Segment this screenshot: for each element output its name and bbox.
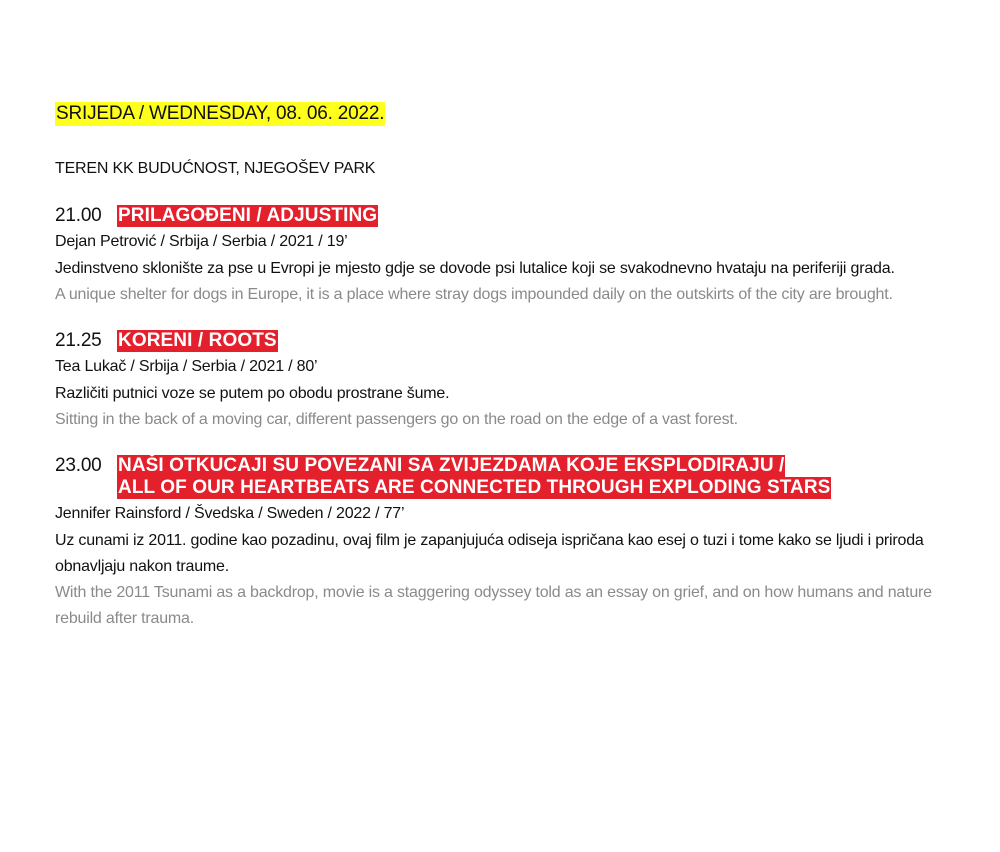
screening-title: [117, 455, 831, 499]
screening-title-line: PRILAGOĐENI / ADJUSTING: [118, 205, 378, 226]
day-heading: SRIJEDA / WEDNESDAY, 08. 06. 2022.: [56, 103, 385, 124]
screening-time: 21.00: [55, 205, 102, 226]
screening-title-line: ALL OF OUR HEARTBEATS ARE CONNECTED THROUGH EXPLODING STARS: [118, 477, 831, 498]
screening-item: [55, 205, 955, 308]
screening-credits: Dejan Petrović / Srbija / Serbia / 2021 / 19’: [55, 233, 348, 250]
screening-description-english: With the 2011 Tsunami as a backdrop, movie is a staggering odyssey told as an essay on grief, and on how humans and nature rebuild after trauma.: [55, 584, 932, 627]
program-page: [55, 100, 955, 632]
screening-description-local: Uz cunami iz 2011. godine kao pozadinu, ovaj film je zapanjujuća odiseja ispričana kao esej o tuzi i tome kako se ljudi i priroda obnavljaju nakon traume.: [55, 532, 924, 575]
screening-description-local: Različiti putnici voze se putem po obodu prostrane šume.: [55, 385, 450, 402]
screening-credits: Jennifer Rainsford / Švedska / Sweden / 2022 / 77’: [55, 505, 405, 522]
screening-item: [55, 455, 955, 632]
screening-title-line: NAŠI OTKUCAJI SU POVEZANI SA ZVIJEZDAMA KOJE EKSPLODIRAJU /: [118, 455, 785, 476]
venue-label: TEREN KK BUDUĆNOST, NJEGOŠEV PARK: [55, 160, 376, 177]
screening-description-english: A unique shelter for dogs in Europe, it is a place where stray dogs impounded daily on the outskirts of the city are brought.: [55, 286, 893, 303]
screening-title: [117, 330, 278, 352]
screening-title-row: [55, 330, 955, 352]
screening-title-row: [55, 205, 955, 227]
screening-item: [55, 330, 955, 433]
screening-description-local: Jedinstveno sklonište za pse u Evropi je mjesto gdje se dovode psi lutalice koji se svakodnevno hvataju na periferiji grada.: [55, 260, 895, 277]
screening-time: 21.25: [55, 330, 102, 351]
screening-time: 23.00: [55, 455, 102, 476]
screening-title-line: KORENI / ROOTS: [118, 330, 277, 351]
screening-description-english: Sitting in the back of a moving car, different passengers go on the road on the edge of a vast forest.: [55, 411, 738, 428]
screening-credits: Tea Lukač / Srbija / Serbia / 2021 / 80’: [55, 358, 318, 375]
screening-title: [117, 205, 378, 227]
screening-title-row: [55, 455, 955, 499]
